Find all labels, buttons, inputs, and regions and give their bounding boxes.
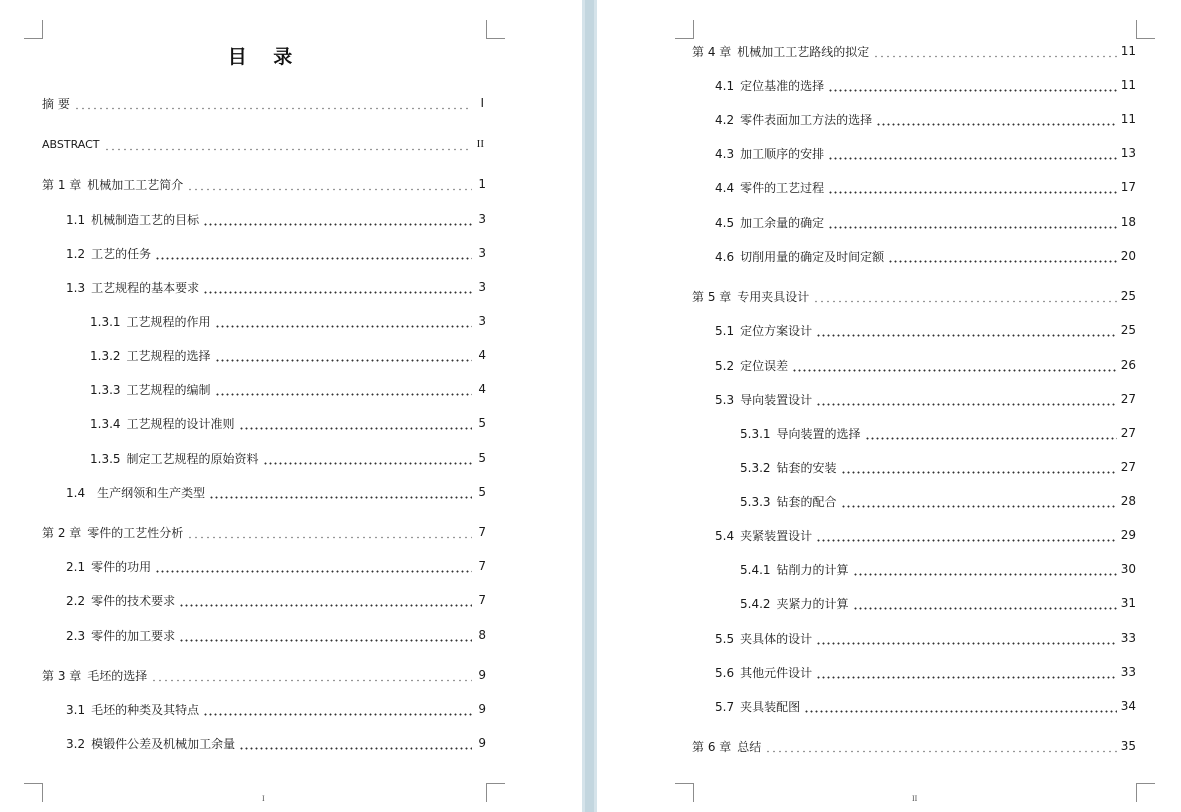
entry-number: 第 5 章: [692, 289, 732, 304]
entry-page-number: 25: [1120, 323, 1136, 337]
toc-entry-1-3-1[interactable]: [90, 312, 486, 330]
entry-title: 第 1 章 机械加工工艺简介: [42, 177, 184, 192]
dot-leader: [804, 701, 1117, 713]
toc-entry-chapter-1[interactable]: [42, 175, 486, 193]
crop-mark-bottom-right: [486, 783, 505, 802]
entry-title: 5.1 定位方案设计: [715, 323, 813, 338]
entry-number: 5.3.2: [740, 460, 771, 475]
entry-number: 4.1: [715, 78, 735, 93]
entry-number: 第 3 章: [42, 668, 82, 683]
entry-number: 5.7: [715, 699, 735, 714]
entry-title: 5.4.1 钻削力的计算: [740, 562, 849, 577]
dot-leader: [179, 630, 472, 642]
entry-title: 5.3.1 导向装置的选择: [740, 426, 861, 441]
entry-title: 2.2 零件的技术要求: [66, 593, 176, 608]
entry-number: 1.4: [66, 485, 86, 500]
dot-leader: [215, 350, 472, 362]
dot-leader: [865, 428, 1117, 440]
toc-entry-chapter-6[interactable]: [692, 737, 1136, 755]
dot-leader: [816, 394, 1117, 406]
dot-leader: [765, 741, 1116, 753]
entry-number: 5.3.3: [740, 494, 771, 509]
toc-entry-1-3[interactable]: [66, 278, 486, 296]
entry-title: 5.3 导向装置设计: [715, 392, 813, 407]
entry-title: 第 2 章 零件的工艺性分析: [42, 525, 184, 540]
crop-mark-bottom-right: [1136, 783, 1155, 802]
entry-number: 5.4.2: [740, 596, 771, 611]
entry-page-number: 9: [478, 668, 486, 682]
entry-page-number: 28: [1120, 494, 1136, 508]
dot-leader: [104, 139, 470, 151]
dot-leader: [203, 214, 472, 226]
toc-entry-4-2[interactable]: [715, 110, 1136, 128]
dot-leader: [853, 564, 1117, 576]
toc-page-left: [0, 0, 582, 812]
entry-title: 3.2 模锻件公差及机械加工余量: [66, 736, 236, 751]
crop-mark-top-right: [486, 20, 505, 39]
entry-page-number: 29: [1120, 528, 1136, 542]
entry-number: 1.3.1: [90, 314, 121, 329]
entry-number: 1.3.5: [90, 451, 121, 466]
entry-page-number: II: [476, 138, 484, 150]
toc-entry-2-2[interactable]: [66, 591, 486, 609]
entry-number: 2.2: [66, 593, 86, 608]
toc-entry-4-3[interactable]: [715, 144, 1136, 162]
dot-leader: [813, 291, 1116, 303]
entry-title: 摘 要: [42, 96, 70, 111]
entry-title: 4.1 定位基准的选择: [715, 78, 825, 93]
entry-number: 1.3.4: [90, 416, 121, 431]
crop-mark-top-left: [675, 20, 694, 39]
toc-entry-5-3-2[interactable]: [740, 458, 1136, 476]
dot-leader: [151, 670, 472, 682]
entry-title: 1.2 工艺的任务: [66, 246, 152, 261]
entry-number: 1.3.3: [90, 382, 121, 397]
entry-page-number: 8: [478, 628, 486, 642]
crop-mark-top-left: [24, 20, 43, 39]
toc-entry-5-5[interactable]: [715, 629, 1136, 647]
entry-page-number: 27: [1120, 460, 1136, 474]
entry-page-number: 18: [1120, 215, 1136, 229]
entry-page-number: 3: [478, 280, 486, 294]
dot-leader: [74, 98, 470, 110]
entry-page-number: 35: [1120, 739, 1136, 753]
dot-leader: [155, 561, 472, 573]
toc-entry-1-3-3[interactable]: [90, 380, 486, 398]
toc-entry-5-1[interactable]: [715, 321, 1136, 339]
entry-number: 5.4.1: [740, 562, 771, 577]
entry-page-number: 3: [478, 212, 486, 226]
entry-title: 第 6 章 总结: [692, 739, 762, 754]
entry-number: 4.4: [715, 180, 735, 195]
entry-page-number: 34: [1120, 699, 1136, 713]
dot-leader: [155, 248, 472, 260]
dot-leader: [816, 633, 1117, 645]
dot-leader: [179, 595, 472, 607]
entry-title: 5.3.3 钻套的配合: [740, 494, 837, 509]
entry-title: 1.3.5 制定工艺规程的原始资料: [90, 451, 259, 466]
entry-page-number: 1: [478, 177, 486, 191]
entry-title: 5.4 夹紧装置设计: [715, 528, 813, 543]
entry-page-number: 11: [1120, 78, 1136, 92]
entry-number: 1.3.2: [90, 348, 121, 363]
page-gap: [582, 0, 597, 812]
entry-number: 5.6: [715, 665, 735, 680]
entry-number: 5.1: [715, 323, 735, 338]
toc-entry-4-1[interactable]: [715, 76, 1136, 94]
entry-page-number: 33: [1120, 631, 1136, 645]
toc-entry-3-2[interactable]: [66, 734, 486, 752]
dot-leader: [203, 282, 472, 294]
entry-title: 1.3.2 工艺规程的选择: [90, 348, 211, 363]
dot-leader: [828, 217, 1117, 229]
entry-number: 5.4: [715, 528, 735, 543]
toc-entry-4-4[interactable]: [715, 178, 1136, 196]
dot-leader: [215, 384, 472, 396]
entry-page-number: 27: [1120, 426, 1136, 440]
dot-leader: [263, 453, 472, 465]
entry-page-number: 4: [478, 382, 486, 396]
entry-title: 1.1 机械制造工艺的目标: [66, 212, 200, 227]
crop-mark-bottom-left: [24, 783, 43, 802]
entry-number: 1.3: [66, 280, 86, 295]
dot-leader: [792, 360, 1117, 372]
toc-entry-1-3-4[interactable]: [90, 414, 486, 432]
entry-page-number: 31: [1120, 596, 1136, 610]
toc-entry-5-4-2[interactable]: [740, 594, 1136, 612]
toc-entry-2-1[interactable]: [66, 557, 486, 575]
entry-number: 1.1: [66, 212, 86, 227]
dot-leader: [853, 598, 1117, 610]
entry-title: 1.3.4 工艺规程的设计准则: [90, 416, 235, 431]
entry-title: 4.4 零件的工艺过程: [715, 180, 825, 195]
entry-title: 2.3 零件的加工要求: [66, 628, 176, 643]
page-footer-number: I: [262, 794, 265, 803]
toc-entry-1-1[interactable]: [66, 210, 486, 228]
entry-number: 4.5: [715, 215, 735, 230]
entry-page-number: 33: [1120, 665, 1136, 679]
entry-number: 5.2: [715, 358, 735, 373]
toc-entry-chapter-4[interactable]: [692, 42, 1136, 60]
entry-title: 第 4 章 机械加工工艺路线的拟定: [692, 44, 870, 59]
entry-page-number: 7: [478, 525, 486, 539]
entry-title: 第 5 章 专用夹具设计: [692, 289, 810, 304]
entry-title: 5.7 夹具装配图: [715, 699, 801, 714]
entry-title: 4.5 加工余量的确定: [715, 215, 825, 230]
entry-number: 第 6 章: [692, 739, 732, 754]
entry-number: 2.3: [66, 628, 86, 643]
entry-title: 4.2 零件表面加工方法的选择: [715, 112, 873, 127]
entry-title: 5.3.2 钻套的安装: [740, 460, 837, 475]
toc-entry-abstract-cn[interactable]: [42, 94, 484, 112]
entry-page-number: 26: [1120, 358, 1136, 372]
toc-entry-1-3-2[interactable]: [90, 346, 486, 364]
entry-number: 4.6: [715, 249, 735, 264]
dot-leader: [828, 80, 1117, 92]
dot-leader: [239, 418, 472, 430]
crop-mark-top-right: [1136, 20, 1155, 39]
toc-entry-4-5[interactable]: [715, 213, 1136, 231]
entry-page-number: 7: [478, 559, 486, 573]
toc-title: 目 录: [227, 46, 303, 68]
entry-page-number: 5: [478, 485, 486, 499]
entry-title: 5.5 夹具体的设计: [715, 631, 813, 646]
entry-page-number: 20: [1120, 249, 1136, 263]
entry-number: 3.1: [66, 702, 86, 717]
dot-leader: [841, 462, 1117, 474]
entry-title: 3.1 毛坯的种类及其特点: [66, 702, 200, 717]
dot-leader: [876, 114, 1117, 126]
toc-entry-chapter-2[interactable]: [42, 523, 486, 541]
toc-entry-5-3[interactable]: [715, 390, 1136, 408]
dot-leader: [203, 704, 472, 716]
entry-title: ABSTRACT: [42, 137, 100, 151]
entry-number: 第 1 章: [42, 177, 82, 192]
entry-title: 1.3.3 工艺规程的编制: [90, 382, 211, 397]
toc-entry-5-4[interactable]: [715, 526, 1136, 544]
toc-entry-1-2[interactable]: [66, 244, 486, 262]
entry-page-number: 11: [1120, 44, 1136, 58]
entry-title: 2.1 零件的功用: [66, 559, 152, 574]
entry-page-number: 7: [478, 593, 486, 607]
page-footer-number: II: [912, 794, 918, 803]
dot-leader: [816, 325, 1117, 337]
dot-leader: [816, 530, 1117, 542]
entry-page-number: I: [480, 96, 484, 110]
entry-page-number: 17: [1120, 180, 1136, 194]
toc-entry-chapter-5[interactable]: [692, 287, 1136, 305]
entry-page-number: 11: [1120, 112, 1136, 126]
dot-leader: [828, 148, 1117, 160]
entry-title: 5.2 定位误差: [715, 358, 789, 373]
toc-entry-3-1[interactable]: [66, 700, 486, 718]
crop-mark-bottom-left: [675, 783, 694, 802]
entry-number: 5.5: [715, 631, 735, 646]
toc-entry-5-6[interactable]: [715, 663, 1136, 681]
entry-page-number: 5: [478, 416, 486, 430]
entry-number: 5.3.1: [740, 426, 771, 441]
entry-title: 5.6 其他元件设计: [715, 665, 813, 680]
entry-number: 1.2: [66, 246, 86, 261]
entry-page-number: 25: [1120, 289, 1136, 303]
toc-entry-4-6[interactable]: [715, 247, 1136, 265]
dot-leader: [209, 487, 472, 499]
toc-entry-1-4[interactable]: [66, 483, 486, 501]
toc-entry-1-3-5[interactable]: [90, 449, 486, 467]
dot-leader: [873, 46, 1116, 58]
entry-page-number: 5: [478, 451, 486, 465]
toc-entry-5-4-1[interactable]: [740, 560, 1136, 578]
toc-entry-5-3-1[interactable]: [740, 424, 1136, 442]
entry-number: 3.2: [66, 736, 86, 751]
toc-entry-chapter-3[interactable]: [42, 666, 486, 684]
entry-page-number: 9: [478, 702, 486, 716]
entry-number: 5.3: [715, 392, 735, 407]
entry-page-number: 3: [478, 314, 486, 328]
entry-page-number: 27: [1120, 392, 1136, 406]
dot-leader: [215, 316, 472, 328]
dot-leader: [841, 496, 1117, 508]
entry-page-number: 9: [478, 736, 486, 750]
entry-number: 4.3: [715, 146, 735, 161]
entry-number: 第 4 章: [692, 44, 732, 59]
entry-title: 第 3 章 毛坯的选择: [42, 668, 148, 683]
entry-title: 1.3 工艺规程的基本要求: [66, 280, 200, 295]
entry-title: 4.6 切削用量的确定及时间定额: [715, 249, 885, 264]
entry-number: 4.2: [715, 112, 735, 127]
entry-number: 2.1: [66, 559, 86, 574]
entry-page-number: 13: [1120, 146, 1136, 160]
entry-page-number: 4: [478, 348, 486, 362]
entry-title: 4.3 加工顺序的安排: [715, 146, 825, 161]
toc-page-right: [597, 0, 1181, 812]
toc-entry-5-2[interactable]: [715, 356, 1136, 374]
dot-leader: [187, 179, 472, 191]
dot-leader: [828, 182, 1117, 194]
toc-entry-5-7[interactable]: [715, 697, 1136, 715]
entry-title: 1.3.1 工艺规程的作用: [90, 314, 211, 329]
toc-entry-5-3-3[interactable]: [740, 492, 1136, 510]
toc-entry-abstract-en[interactable]: [42, 135, 484, 153]
dot-leader: [187, 527, 472, 539]
entry-page-number: 30: [1120, 562, 1136, 576]
entry-page-number: 3: [478, 246, 486, 260]
dot-leader: [816, 667, 1117, 679]
dot-leader: [239, 738, 472, 750]
entry-number: 第 2 章: [42, 525, 82, 540]
dot-leader: [888, 251, 1117, 263]
toc-entry-2-3[interactable]: [66, 626, 486, 644]
entry-title: 1.4 生产纲领和生产类型: [66, 485, 206, 500]
entry-title: 5.4.2 夹紧力的计算: [740, 596, 849, 611]
